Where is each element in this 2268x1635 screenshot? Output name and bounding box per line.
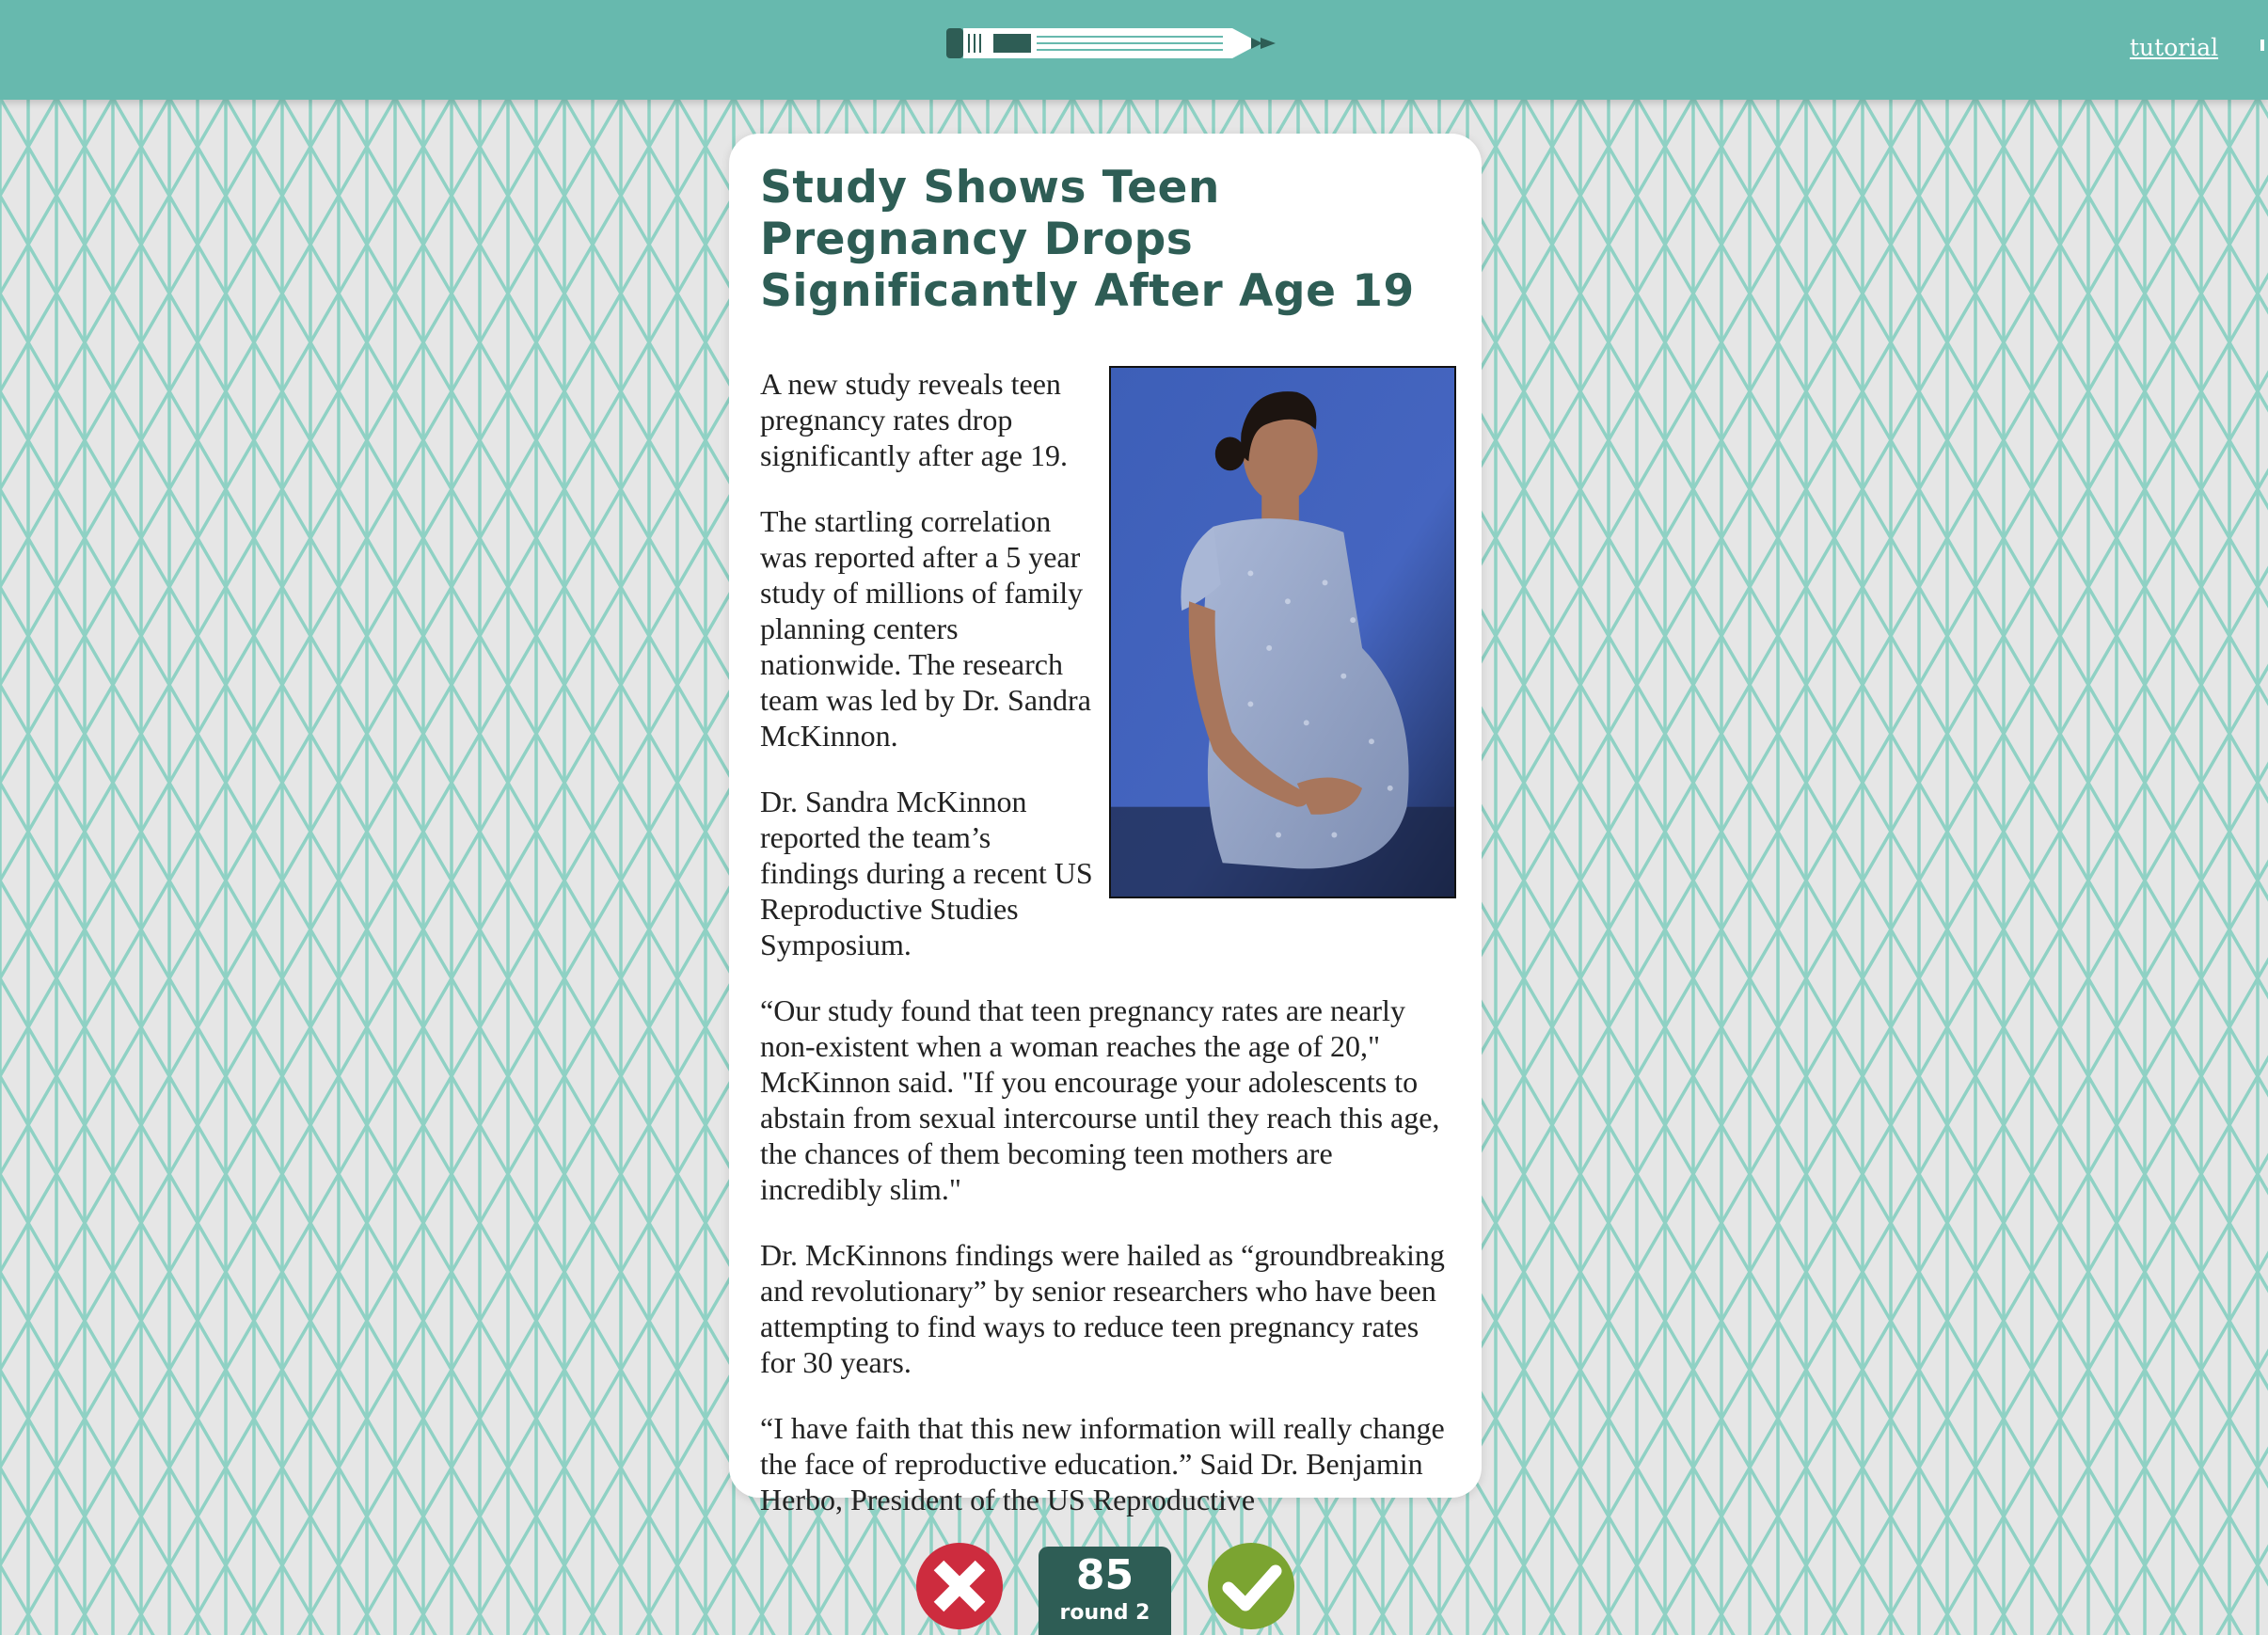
article-paragraph: “Our study found that teen pregnancy rates are nearly non-existent when a woman reaches the age of 20," McKinnon said. "If you encourage your adolescents to abstain from sexual intercourse until they reach this age, the chances of them becoming teen mothers are incredibly slim." [760,993,1440,1206]
menu-icon[interactable] [2258,32,2268,58]
pencil-icon [944,24,1280,62]
x-icon [916,1543,1003,1629]
article-paragraph: Dr. Sandra McKinnon reported the team’s findings during a recent US Reproductive Studies Symposium. [760,785,1093,961]
score-value: 85 [1075,1551,1134,1599]
article-paragraph: “I have faith that this new information will really change the face of reproductive education.” Said Dr. Benjamin Herbo, President of the US Reproductive [760,1411,1445,1516]
reject-button[interactable] [916,1543,1003,1629]
article-paragraph: The startling correlation was reported after a 5 year study of millions of family planning centers nationwide. The research team was led by Dr. Sandra McKinnon. [760,504,1091,753]
top-header-bar [0,0,2268,100]
article-card[interactable] [729,134,1482,1516]
article-paragraph: Dr. McKinnons findings were hailed as “groundbreaking and revolutionary” by senior researchers who have been attempting to find ways to reduce teen pregnancy rates for 30 years. [760,1238,1445,1379]
article-title: Study Shows Teen Pregnancy Drops Significantly After Age 19 [760,162,1415,317]
pregnant-woman-photo [1109,366,1456,898]
accept-button[interactable] [1208,1543,1294,1629]
article-content [760,162,1456,1548]
article-body [760,366,1456,1517]
article-paragraph: A new study reveals teen pregnancy rates drop significantly after age 19. [760,367,1068,472]
game-controls [0,1533,2268,1635]
round-label: round 2 [1059,1601,1150,1625]
tutorial-link[interactable]: tutorial [2130,34,2219,61]
checkmark-icon [1208,1543,1294,1629]
score-panel [1039,1547,1171,1635]
